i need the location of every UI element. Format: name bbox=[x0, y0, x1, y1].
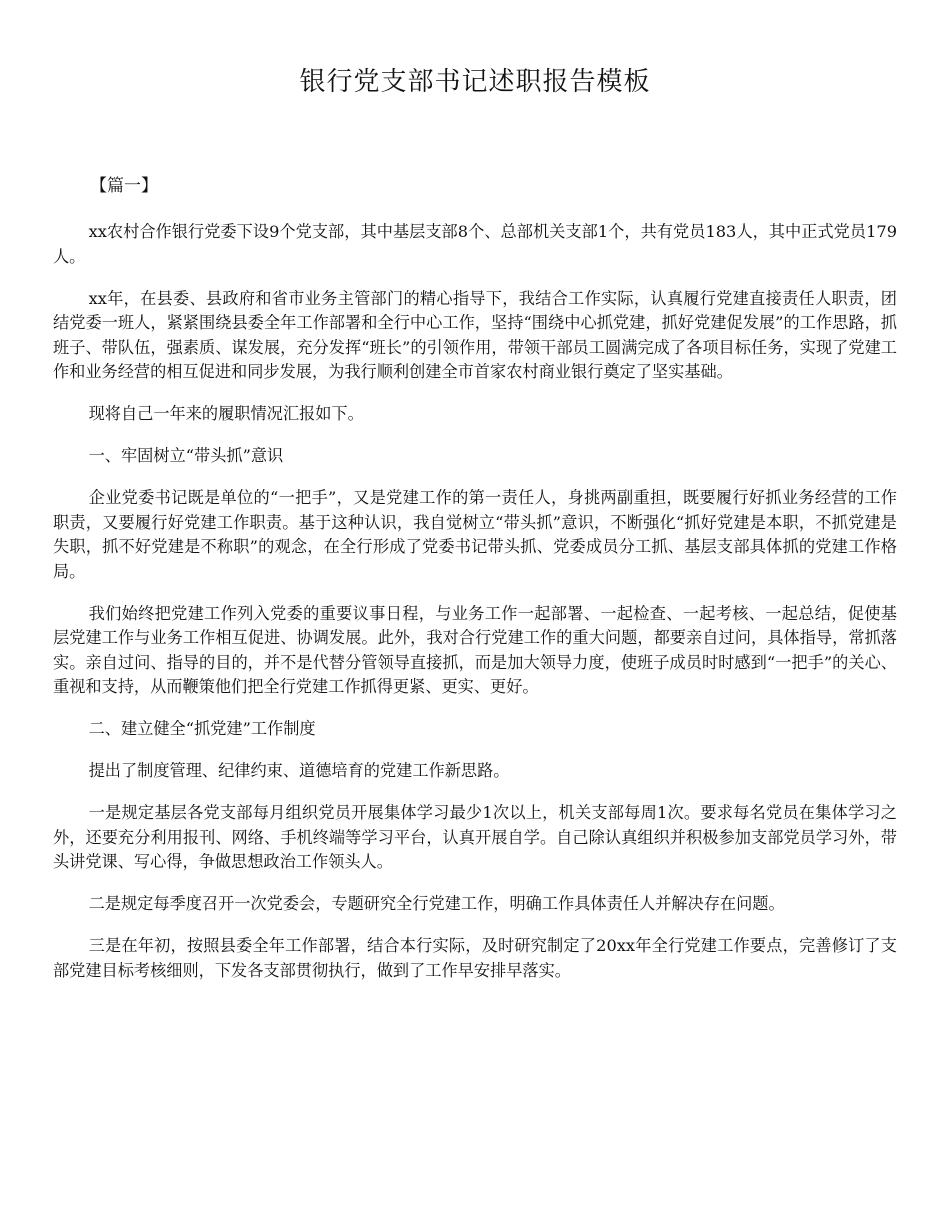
section-label: 【篇一】 bbox=[90, 176, 158, 196]
paragraph-annual-summary: xx年，在县委、县政府和省市业务主管部门的精心指导下，我结合工作实际，认真履行党建直接责任人职责，团结党委一班人，紧紧围绕县委全年工作部署和全行中心工作，坚持“围绕中心抓党建，抓好党建促发展”的工作思路，抓班子、带队伍，强素质、谋发展，充分发挥“班长”的引领作用，带领干部员工圆满完成了各项目标任务，实现了党建工作和业务经营的相互促进和同步发展，为我行顺利创建全市首家农村商业银行奠定了坚实基础。 bbox=[53, 288, 897, 381]
document-body bbox=[53, 220, 897, 1001]
section-heading-two: 二、建立健全“抓党建”工作制度 bbox=[88, 719, 316, 738]
paragraph-new-approach: 提出了制度管理、纪律约束、道德培育的党建工作新思路。 bbox=[88, 761, 510, 780]
paragraph-rule-one: 一是规定基层各党支部每月组织党员开展集体学习最少1次以上，机关支部每周1次。要求每名党员在集体学习之外，还要充分利用报刊、网络、手机终端等学习平台，认真开展自学。自己除认真组织并积极参加支部党员学习外，带头讲党课、写心得，争做思想政治工作领头人。 bbox=[53, 803, 897, 871]
paragraph-party-overview: xx农村合作银行党委下设9个党支部，其中基层支部8个、总部机关支部1个，共有党员183人，其中正式党员179人。 bbox=[53, 222, 897, 266]
paragraph-rule-three: 三是在年初，按照县委全年工作部署，结合本行实际，及时研究制定了20xx年全行党建工作要点，完善修订了支部党建目标考核细则，下发各支部贯彻执行，做到了工作早安排早落实。 bbox=[53, 936, 897, 980]
paragraph-responsibility: 企业党委书记既是单位的“一把手”，又是党建工作的第一责任人，身挑两副重担，既要履行好抓业务经营的工作职责，又要履行好党建工作职责。基于这种认识，我自觉树立“带头抓”意识，不断强化“抓好党建是本职，不抓党建是失职，抓不好党建是不称职”的观念，在全行形成了党委书记带头抓、党委成员分工抓、基层支部具体抓的党建工作格局。 bbox=[53, 488, 897, 581]
paragraph-report-intro: 现将自己一年来的履职情况汇报如下。 bbox=[88, 404, 364, 423]
document-title: 银行党支部书记述职报告模板 bbox=[299, 67, 651, 97]
paragraph-rule-two: 二是规定每季度召开一次党委会，专题研究全行党建工作，明确工作具体责任人并解决存在问题。 bbox=[88, 894, 785, 913]
section-heading-one: 一、牢固树立“带头抓”意识 bbox=[88, 446, 284, 465]
paragraph-agenda: 我们始终把党建工作列入党委的重要议事日程，与业务工作一起部署、一起检查、一起考核、一起总结，促使基层党建工作与业务工作相互促进、协调发展。此外，我对合行党建工作的重大问题，都要亲自过问，具体指导，常抓落实。亲自过问、指导的目的，并不是代替分管领导直接抓，而是加大领导力度，使班子成员时时感到“一把手”的关心、重视和支持，从而鞭策他们把全行党建工作抓得更紧、更实、更好。 bbox=[53, 603, 897, 696]
